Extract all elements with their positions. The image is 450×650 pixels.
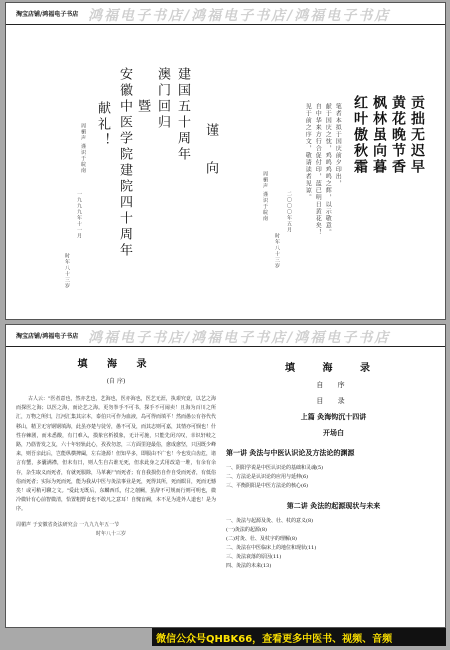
toc-item: 三、平衡阴阳是中医方法论的核心(6) <box>226 483 309 489</box>
poem-line-3: 枫林虽向暮 <box>371 95 387 175</box>
toc-item: 二、方法论是认识论的应用与延伸(6) <box>226 474 309 480</box>
preface-title: 填 海 录 <box>77 359 155 370</box>
age-text-2: 时年八十三岁 <box>64 253 70 289</box>
toc-item: 四、灸法的未来(13) <box>226 563 272 569</box>
dedication-line-1: 建国五十周年 <box>175 67 190 163</box>
toc-item: 一、灸法与起源及灸、壮、杖的意义(8) <box>226 518 314 524</box>
toc-item: (一)灸法的起源(8) <box>226 527 267 533</box>
dedication-line-3: 安徽中医学院建院四十周年 <box>117 67 132 259</box>
book-title: 填 海 录 <box>285 363 382 374</box>
toc-chapter-2: 第二讲 灸法的起源现状与未来 <box>286 501 381 510</box>
page-header <box>6 3 445 25</box>
promo-banner: 微信公众号QHBK66，查看更多中医书、视频、音频 <box>152 628 446 646</box>
toc-preface: 自 序 <box>316 381 351 389</box>
watermark-text: 鸿福电子书店/鸿福电子书店/鸿福电子书店 <box>88 8 391 24</box>
poem-line-2: 黄花晚节香 <box>390 95 406 175</box>
toc-list-2 <box>226 517 441 571</box>
age-text: 时年八十三岁 <box>274 233 280 269</box>
dedication-conjunction: 暨 <box>135 99 150 115</box>
date-text: 二〇〇〇年五月 <box>286 191 292 233</box>
book-page-2 <box>5 324 446 628</box>
dedication-char-1: 谨 <box>203 123 218 139</box>
watermark-text: 鸿福电子书店/鸿福电子书店/鸿福电子书店 <box>88 330 391 346</box>
preface-column <box>16 355 216 625</box>
preface-age: 时年八十三岁 <box>96 530 127 537</box>
toc-chapter-1: 第一讲 灸法与中医认识论及方法论的渊源 <box>226 448 355 457</box>
dedication-line-2: 澳门回归 <box>155 67 170 131</box>
signature: 周楣声 谨识于皖南 <box>262 171 268 222</box>
contents-column <box>226 355 441 625</box>
shop-label: 淘宝店铺/鸿福电子书店 <box>16 333 79 340</box>
preface-body: 古人云："医者意也，然亦艺也，艺海也，医亦海也，医艺无涯，执艰究竟，以艺之海而探医之海；以医之海，而论艺之海。更勿拳手不可书，探手不可闹卖！且海为百川之所汇，万物之所归，江河汇集其宗本，泰伯只可作为血液，岛可得而填平！然而愚公有谷代代移山，精卫无穷钢钢填海，此虽亦楚与徒劳，愚不可及，而其志则可嘉，其情亦可悯也！什性存棘剧，而未悉酸，有门难入，摸象官析摸象，无计可施，只能先闭兴叹，幸识轩岐之路，乃筋皆发之友，六十年轻轨此心，孜孜勿忽，三方面里迎最俗，愈成愈坚，只因既少峰来，则吾亲此后，岂能纵横捭阖，左右逢源！但知早多，即服由不广也！今也发白齿危，诸言有蟹，多囊满襟，但未有日，则人生自古谁无死，但求此身之式用改造一堆，有余有余存，杂生取义而死者，有就死服除，马革裹尸而死者；有自我损伤自作自受而死者，有低俗俗而死者；实际为死而死，能为我从中医与灸法事业是死，死得其所，死而瞑目，死而无憾矣！或可稍可聊之文。"爱此无既后，东麟西爪，付之剞劂，虽辞不可规而行则可明也，微冷微针有心前智微清，恰置粗野食也不敢凡之意耳！自愧盲阙，本不足为进外人道也！是为序。 <box>16 396 217 513</box>
toc-item: 三、灸法衰落的原因(11) <box>226 554 282 560</box>
toc-opening: 开场白 <box>323 428 344 437</box>
preface-signature: 周楣声 于安徽省灸法研究会 一九九九年五一节 <box>16 521 120 528</box>
note-line-1: 笔者本拟于国庆前夕印出， <box>334 103 342 187</box>
toc-label: 目 录 <box>316 397 351 405</box>
note-line-2: 献于国庆之忱，鸡鸣鸡鸣之辉，以示敬意。 <box>324 103 332 236</box>
toc-part: 上篇 灸海钩沉十四讲 <box>300 412 367 421</box>
toc-item: 一、阴阳学说是中医认识论的基础和灵魂(5) <box>226 465 324 471</box>
note-line-3: 自中华来方行合促付印，蓝已明日黄花矣！ <box>314 103 322 236</box>
toc-list-1 <box>226 464 441 491</box>
toc-item: (二)对灸、壮、及杖字的理解(8) <box>226 536 297 542</box>
note-line-4: 见于前之序文，敬请读者见谅。 <box>304 103 312 201</box>
poem-line-4: 红叶傲秋霜 <box>352 95 368 175</box>
page-header <box>6 325 445 347</box>
preface-subtitle: (自 序) <box>106 378 126 385</box>
signature-2: 周楣声 谨识于皖南 <box>80 123 86 174</box>
toc-item: 二、灸法在中医临床上的地位和现状(11) <box>226 545 317 551</box>
dedication-char-2: 向 <box>203 161 218 177</box>
book-page-1 <box>5 2 446 320</box>
shop-label: 淘宝店铺/鸿福电子书店 <box>16 11 79 18</box>
date-text-2: 一九九九年十一月 <box>76 191 82 239</box>
poem-line-1: 贡拙无迟早 <box>409 95 425 175</box>
dedication-closing: 献礼！ <box>95 101 110 149</box>
